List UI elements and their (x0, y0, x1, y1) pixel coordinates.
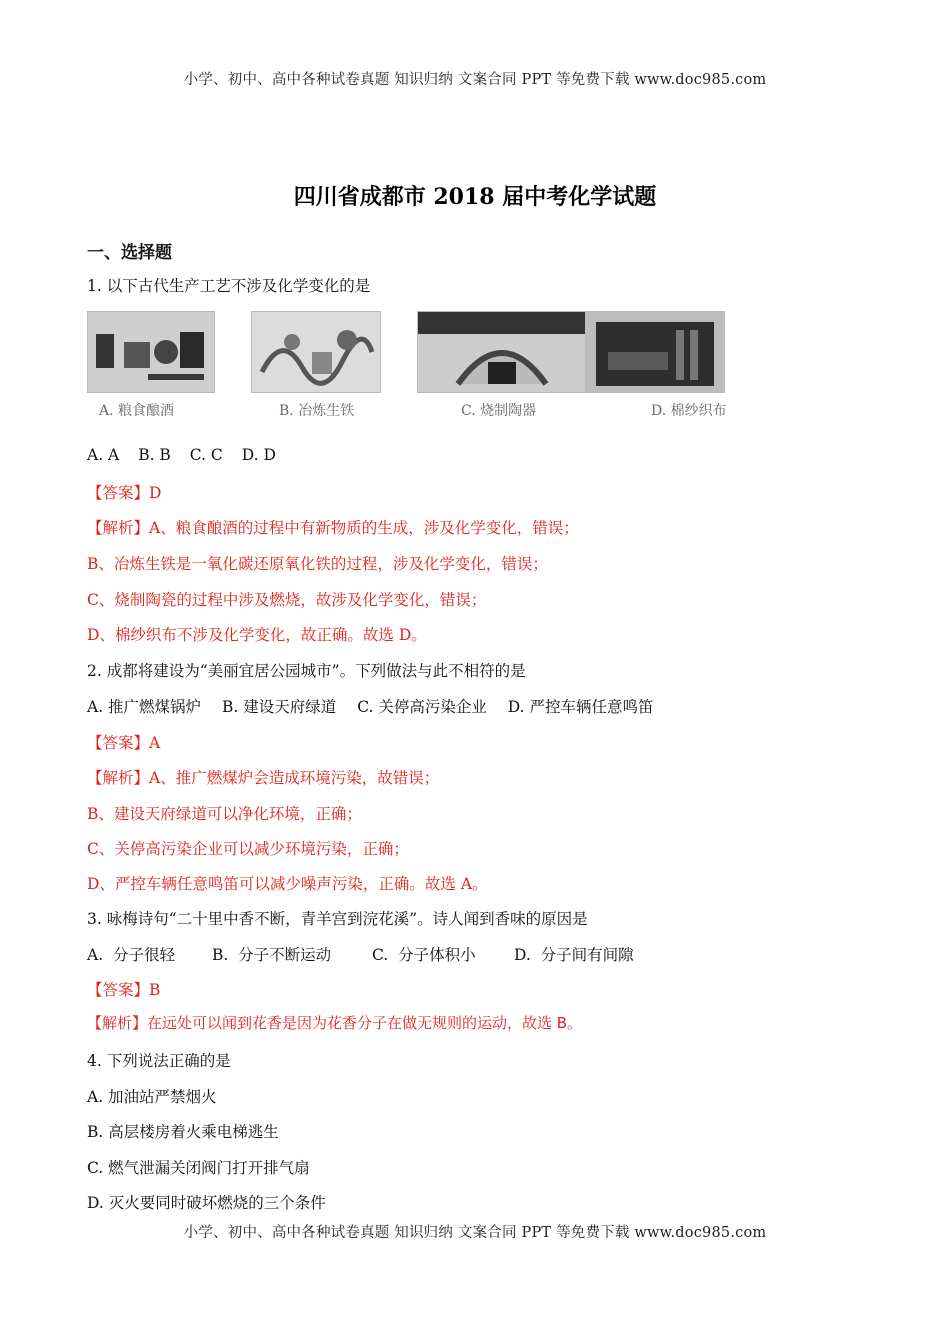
q3-analysis: 【解析】在远处可以闻到花香是因为花香分子在做无规则的运动，故选 B。 (87, 1014, 583, 1032)
q2-option-a: A. 推广燃煤锅炉 (87, 698, 202, 716)
q1-stem: 1. 以下古代生产工艺不涉及化学变化的是 (87, 277, 371, 295)
q2-option-d: D. 严控车辆任意鸣笛 (507, 698, 654, 716)
q2-options (87, 695, 670, 717)
q3-stem: 3. 咏梅诗句“二十里中香不断，青羊宫到浣花溪”。诗人闻到香味的原因是 (87, 910, 588, 928)
q4-option-a: A. 加油站严禁烟火 (87, 1088, 217, 1106)
q1-analysis-line-1: 【解析】A、粮食酿酒的过程中有新物质的生成，涉及化学变化，错误； (87, 519, 579, 537)
q1-caption-b: B. 冶炼生铁 (279, 403, 355, 419)
q1-option-a: A. A (87, 446, 120, 464)
q1-figure-row (87, 305, 747, 425)
q3-option-c: C. 分子体积小 (372, 946, 476, 964)
q1-caption-c: C. 烧制陶器 (461, 403, 537, 419)
q1-caption-a: A. 粮食酿酒 (99, 403, 175, 419)
brewing-picture (87, 311, 215, 393)
q4-option-d: D. 灭火要同时破坏燃烧的三个条件 (87, 1194, 326, 1212)
q3-option-d: D. 分子间有间隙 (514, 946, 634, 964)
q2-option-c: C. 关停高污染企业 (357, 698, 487, 716)
q1-options (87, 446, 290, 464)
q2-analysis-line-4: D、严控车辆任意鸣笛可以减少噪声污染，正确。故选 A。 (87, 875, 488, 893)
q2-analysis-line-2: B、建设天府绿道可以净化环境，正确； (87, 805, 362, 823)
footer-banner: 小学、初中、高中各种试卷真题 知识归纳 文案合同 PPT 等免费下载 www.doc985.com (183, 1225, 767, 1241)
header-banner: 小学、初中、高中各种试卷真题 知识归纳 文案合同 PPT 等免费下载 www.doc985.com (183, 72, 767, 88)
q3-option-b: B. 分子不断运动 (212, 946, 332, 964)
q1-analysis-line-2: B、冶炼生铁是一氧化碳还原氧化铁的过程，涉及化学变化，错误； (87, 555, 548, 573)
q1-answer: 【答案】D (87, 484, 162, 502)
q1-option-c: C. C (189, 446, 223, 464)
pottery-picture (417, 311, 587, 393)
q2-analysis-line-3: C、关停高污染企业可以减少环境污染，正确； (87, 840, 409, 858)
q2-stem: 2. 成都将建设为“美丽宜居公园城市”。下列做法与此不相符的是 (87, 662, 526, 680)
q1-option-b: B. B (138, 446, 171, 464)
q3-answer: 【答案】B (87, 981, 161, 999)
q3-options (87, 943, 634, 965)
q1-analysis-line-3: C、烧制陶瓷的过程中涉及燃烧，故涉及化学变化，错误； (87, 591, 487, 609)
weaving-picture (585, 311, 725, 393)
q4-stem: 4. 下列说法正确的是 (87, 1052, 231, 1070)
q2-answer: 【答案】A (87, 734, 161, 752)
q1-analysis-line-4: D、棉纱织布不涉及化学变化，故正确。故选 D。 (87, 626, 427, 644)
q2-option-b: B. 建设天府绿道 (222, 698, 337, 716)
page-title: 四川省成都市 2018 届中考化学试题 (293, 184, 657, 210)
q1-caption-d: D. 棉纱织布 (651, 403, 727, 419)
q3-option-a: A. 分子很轻 (87, 946, 175, 964)
q1-option-d: D. D (241, 446, 276, 464)
q2-analysis-line-1: 【解析】A、推广燃煤炉会造成环境污染，故错误； (87, 769, 440, 787)
smelting-picture (251, 311, 381, 393)
q4-option-b: B. 高层楼房着火乘电梯逃生 (87, 1123, 279, 1141)
section-heading: 一、选择题 (87, 243, 172, 263)
q4-option-c: C. 燃气泄漏关闭阀门打开排气扇 (87, 1159, 310, 1177)
